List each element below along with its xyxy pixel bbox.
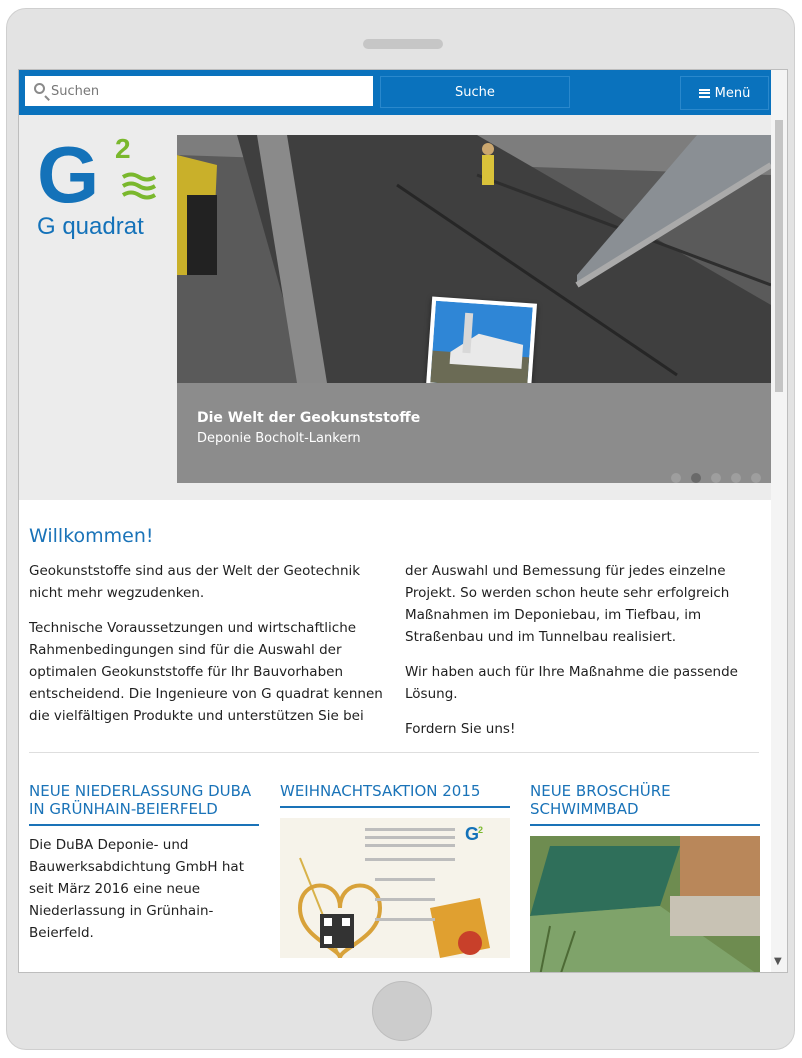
swimming-pond-photo — [530, 836, 760, 973]
scrollbar[interactable] — [771, 70, 787, 972]
menu-button[interactable] — [680, 76, 769, 110]
slider-dot[interactable] — [731, 473, 741, 483]
welcome-paragraph: Technische Voraussetzungen und wirtschaftliche Rahmenbedingungen sind für die Auswahl der optimalen Geokunststoffe für Ihr Bauvorhaben entscheidend. Die Ingenieure von G quadrat kennen die vielfältigen Produkte und unterstützen Sie bei — [29, 620, 383, 724]
logo-waves-icon — [121, 171, 161, 201]
news-item — [29, 782, 259, 944]
welcome-paragraph: Geokunststoffe sind aus der Welt der Geotechnik nicht mehr wegzudenken. — [29, 563, 361, 601]
logo[interactable] — [37, 130, 162, 245]
welcome-paragraph: der Auswahl und Bemessung für jedes einzelne Projekt. So werden schon heute sehr erfolgreich Maßnahmen im Deponiebau, im Tiefbau, im Straßenbau und im Tunnelbau realisiert. — [405, 563, 730, 645]
christmas-flyer-image[interactable] — [280, 818, 510, 958]
tablet-speaker — [363, 39, 443, 49]
section-divider — [29, 752, 759, 753]
news-text: Die DuBA Deponie- und Bauwerksabdichtung GmbH hat seit März 2016 eine neue Niederlassung in Grünhain-Beierfeld. — [29, 837, 244, 941]
slider-dot[interactable] — [711, 473, 721, 483]
slider-dot-active[interactable] — [691, 473, 701, 483]
news-title[interactable]: WEIHNACHTSAKTION 2015 — [280, 782, 481, 800]
slider-dot[interactable] — [671, 473, 681, 483]
scroll-down-icon[interactable]: ▼ — [774, 956, 782, 967]
browser-viewport — [18, 69, 788, 973]
christmas-flyer-photo — [280, 818, 510, 958]
scrollbar-thumb[interactable] — [775, 120, 783, 392]
news-title-rule — [280, 806, 510, 808]
swimming-pond-image[interactable] — [530, 836, 760, 973]
search-box — [25, 76, 373, 106]
hamburger-icon — [699, 89, 710, 98]
news-title[interactable]: NEUE BROSCHÜRE SCHWIMMBAD — [530, 782, 671, 818]
welcome-text-right — [405, 560, 755, 753]
welcome-text-left — [29, 560, 384, 740]
menu-label: Menü — [714, 85, 751, 101]
news-item — [280, 782, 510, 958]
slider-caption — [177, 383, 771, 483]
slide-thumbnail[interactable] — [426, 296, 537, 393]
svg-text:G: G — [465, 824, 480, 844]
home-button[interactable] — [372, 981, 432, 1041]
slider-dot[interactable] — [751, 473, 761, 483]
tablet-frame — [6, 8, 795, 1050]
welcome-heading: Willkommen! — [29, 525, 154, 547]
svg-text:2: 2 — [478, 825, 484, 835]
news-item — [530, 782, 760, 973]
news-title-rule — [29, 824, 259, 826]
logo-text: G quadrat — [37, 213, 144, 240]
logo-mark-icon: G — [37, 130, 100, 219]
hero-section — [19, 115, 771, 500]
slider-dots — [671, 473, 761, 483]
news-title[interactable]: NEUE NIEDERLASSUNG DUBA IN GRÜNHAIN-BEIERFELD — [29, 782, 252, 818]
logo-squared-icon: 2 — [115, 133, 131, 164]
search-button[interactable]: Suche — [380, 76, 570, 108]
slide-title: Die Welt der Geokunststoffe — [197, 410, 421, 426]
search-icon — [34, 83, 45, 94]
slide-subtitle: Deponie Bocholt-Lankern — [197, 431, 361, 446]
welcome-paragraph: Fordern Sie uns! — [405, 721, 516, 737]
top-bar — [19, 70, 771, 115]
building-photo — [430, 301, 532, 390]
search-input[interactable] — [51, 76, 369, 106]
welcome-paragraph: Wir haben auch für Ihre Maßnahme die passende Lösung. — [405, 664, 738, 702]
news-title-rule — [530, 824, 760, 826]
